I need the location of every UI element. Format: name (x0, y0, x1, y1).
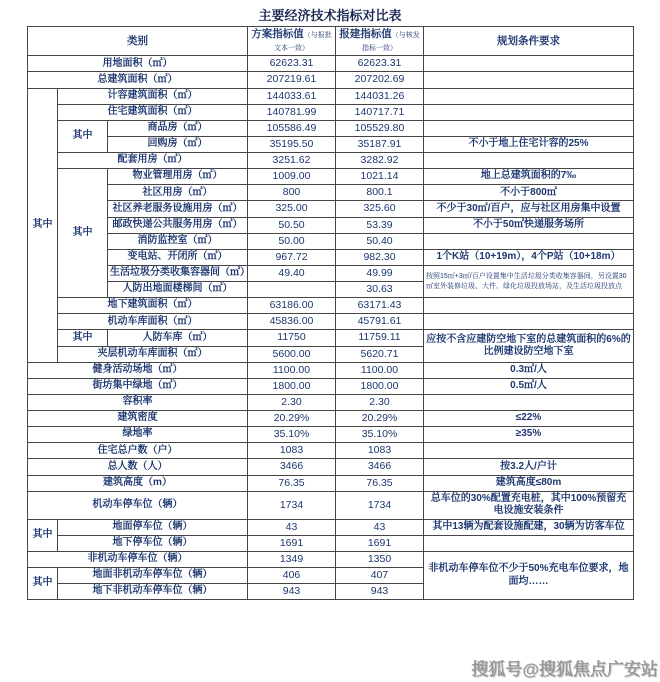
row-label: 地面停车位（辆） (58, 519, 248, 535)
requirement (424, 88, 634, 104)
submit-value: 76.35 (336, 475, 424, 491)
submit-value: 943 (336, 584, 424, 600)
row-label: 生活垃圾分类收集容器间（㎡） (108, 265, 248, 281)
row-label: 变电站、开闭所（㎡） (108, 249, 248, 265)
requirement: 建筑高度≤80m (424, 475, 634, 491)
submit-value: 49.99 (336, 265, 424, 281)
plan-value: 50.00 (248, 233, 336, 249)
table-row (28, 411, 634, 427)
requirement (424, 298, 634, 314)
plan-value: 943 (248, 584, 336, 600)
submit-value: 2.30 (336, 394, 424, 410)
requirement: 0.3㎡/人 (424, 362, 634, 378)
row-label: 夹层机动车库面积（㎡） (58, 346, 248, 362)
row-label: 容积率 (28, 394, 248, 410)
submit-value: 45791.61 (336, 314, 424, 330)
requirement: 1个K站（10+19m），4个P站（10+18m） (424, 249, 634, 265)
submit-value: 35.10% (336, 427, 424, 443)
table-row (28, 519, 634, 535)
row-label: 住宅建筑面积（㎡） (58, 104, 248, 120)
requirement: ≤22% (424, 411, 634, 427)
requirement (424, 120, 634, 136)
table-row (28, 314, 634, 330)
plan-value: 3251.62 (248, 153, 336, 169)
row-label: 社区养老服务设施用房（㎡） (108, 201, 248, 217)
plan-value: 50.50 (248, 217, 336, 233)
plan-value: 1083 (248, 443, 336, 459)
page-title: 主要经济技术指标对比表 (258, 8, 402, 23)
requirement (424, 72, 634, 88)
plan-value: 1100.00 (248, 362, 336, 378)
requirement: 应按不含应建防空地下室的总建筑面积的6%的比例建设防空地下室 (424, 330, 634, 362)
requirement: 0.5㎡/人 (424, 378, 634, 394)
header-submit (336, 27, 424, 56)
watermark: 搜狐号@搜狐焦点广安站 (471, 660, 658, 679)
requirement: 不少于30㎡/百户，应与社区用房集中设置 (424, 201, 634, 217)
submit-value: 53.39 (336, 217, 424, 233)
plan-value: 1800.00 (248, 378, 336, 394)
requirement (424, 314, 634, 330)
subcategory-marker: 其中 (58, 330, 108, 346)
plan-value: 140781.99 (248, 104, 336, 120)
table-row (28, 394, 634, 410)
header-plan-label: 方案指标值 (251, 28, 304, 40)
subcategory-marker: 其中 (28, 88, 58, 362)
submit-value: 1734 (336, 491, 424, 519)
submit-value: 1800.00 (336, 378, 424, 394)
row-label: 配套用房（㎡） (58, 153, 248, 169)
submit-value: 1083 (336, 443, 424, 459)
table-row (28, 491, 634, 519)
plan-value: 45836.00 (248, 314, 336, 330)
header-plan-note: （与报批文本一致） (274, 32, 332, 53)
row-label: 用地面积（㎡） (28, 56, 248, 72)
requirement (424, 394, 634, 410)
plan-value: 1009.00 (248, 169, 336, 185)
submit-value: 5620.71 (336, 346, 424, 362)
submit-value: 144031.26 (336, 88, 424, 104)
table-row (28, 459, 634, 475)
subcategory-marker: 其中 (58, 120, 108, 152)
header-category: 类别 (28, 27, 248, 56)
plan-value: 5600.00 (248, 346, 336, 362)
submit-value: 1350 (336, 551, 424, 567)
subcategory-marker: 其中 (58, 169, 108, 298)
table-row (28, 120, 634, 136)
row-label: 地下停车位（辆） (58, 535, 248, 551)
submit-value: 50.40 (336, 233, 424, 249)
row-label: 计容建筑面积（㎡） (58, 88, 248, 104)
plan-value: 43 (248, 519, 336, 535)
plan-value: 3466 (248, 459, 336, 475)
row-label: 地下建筑面积（㎡） (58, 298, 248, 314)
table-row (28, 475, 634, 491)
plan-value: 967.72 (248, 249, 336, 265)
submit-value: 207202.69 (336, 72, 424, 88)
plan-value: 406 (248, 568, 336, 584)
plan-value: 1734 (248, 491, 336, 519)
submit-value: 35187.91 (336, 136, 424, 152)
table-row (28, 443, 634, 459)
row-label: 物业管理用房（㎡） (108, 169, 248, 185)
plan-value: 49.40 (248, 265, 336, 281)
submit-value: 1021.14 (336, 169, 424, 185)
submit-value: 3282.92 (336, 153, 424, 169)
plan-value: 62623.31 (248, 56, 336, 72)
table-row (28, 88, 634, 104)
submit-value: 3466 (336, 459, 424, 475)
submit-value: 1691 (336, 535, 424, 551)
plan-value: 207219.61 (248, 72, 336, 88)
row-label: 社区用房（㎡） (108, 185, 248, 201)
plan-value: 144033.61 (248, 88, 336, 104)
table-row (28, 298, 634, 314)
header-plan (248, 27, 336, 56)
requirement: ≥35% (424, 427, 634, 443)
plan-value: 35.10% (248, 427, 336, 443)
plan-value: 1349 (248, 551, 336, 567)
requirement: 不小于50㎡快递服务场所 (424, 217, 634, 233)
row-label: 建筑密度 (28, 411, 248, 427)
row-label: 非机动车停车位（辆） (28, 551, 248, 567)
row-label: 总人数（人） (28, 459, 248, 475)
row-label: 街坊集中绿地（㎡） (28, 378, 248, 394)
plan-value: 63186.00 (248, 298, 336, 314)
table-row (28, 136, 634, 152)
plan-value: 1691 (248, 535, 336, 551)
row-label: 商品房（㎡） (108, 120, 248, 136)
plan-value: 800 (248, 185, 336, 201)
plan-value: 76.35 (248, 475, 336, 491)
table-row (28, 362, 634, 378)
plan-value: 105586.49 (248, 120, 336, 136)
table-row (28, 233, 634, 249)
row-label: 地下非机动车停车位（辆） (58, 584, 248, 600)
submit-value: 407 (336, 568, 424, 584)
indicators-table (27, 26, 634, 600)
requirement (424, 233, 634, 249)
plan-value: 325.00 (248, 201, 336, 217)
table-row (28, 104, 634, 120)
requirement: 地上总建筑面积的7‰ (424, 169, 634, 185)
table-row (28, 169, 634, 185)
table-row (28, 217, 634, 233)
requirement: 非机动车停车位不少于50%充电车位要求，地面均…… (424, 551, 634, 599)
row-label: 机动车停车位（辆） (28, 491, 248, 519)
row-label: 消防监控室（㎡） (108, 233, 248, 249)
header-row (28, 27, 634, 56)
submit-value: 20.29% (336, 411, 424, 427)
table-row (28, 201, 634, 217)
table-row (28, 249, 634, 265)
submit-value: 62623.31 (336, 56, 424, 72)
row-label: 邮政快递公共服务用房（㎡） (108, 217, 248, 233)
subcategory-marker: 其中 (28, 568, 58, 600)
row-label: 绿地率 (28, 427, 248, 443)
table-row (28, 330, 634, 346)
plan-value: 35195.50 (248, 136, 336, 152)
submit-value: 1100.00 (336, 362, 424, 378)
table-row (28, 56, 634, 72)
table-row (28, 153, 634, 169)
row-label: 机动车库面积（㎡） (58, 314, 248, 330)
row-label: 人防车库（㎡） (108, 330, 248, 346)
table-row (28, 427, 634, 443)
row-label: 建筑高度（m） (28, 475, 248, 491)
header-submit-label: 报建指标值 (339, 28, 392, 40)
requirement: 按3.2人/户计 (424, 459, 634, 475)
table-row (28, 185, 634, 201)
subcategory-marker: 其中 (28, 519, 58, 551)
table-row (28, 551, 634, 567)
requirement (424, 104, 634, 120)
requirement: 按照15㎡+3㎡/百户设置集中生活垃圾分类收集容器间，另设置30㎡室外装修垃圾、大件、绿化垃圾投放场站，及生活垃圾投放点 (424, 265, 634, 297)
requirement (424, 153, 634, 169)
requirement: 其中13辆为配套设施配建，30辆为访客车位 (424, 519, 634, 535)
requirement: 不小于800㎡ (424, 185, 634, 201)
plan-value: 11750 (248, 330, 336, 346)
header-requirement: 规划条件要求 (424, 27, 634, 56)
row-label: 住宅总户数（户） (28, 443, 248, 459)
row-label: 总建筑面积（㎡） (28, 72, 248, 88)
requirement (424, 443, 634, 459)
table-row (28, 265, 634, 281)
row-label: 地面非机动车停车位（辆） (58, 568, 248, 584)
submit-value: 11759.11 (336, 330, 424, 346)
row-label: 人防出地面楼梯间（㎡） (108, 282, 248, 298)
table-row (28, 72, 634, 88)
row-label: 健身活动场地（㎡） (28, 362, 248, 378)
table-row (28, 535, 634, 551)
requirement: 不小于地上住宅计容的25% (424, 136, 634, 152)
plan-value: 2.30 (248, 394, 336, 410)
submit-value: 105529.80 (336, 120, 424, 136)
submit-value: 43 (336, 519, 424, 535)
submit-value: 325.60 (336, 201, 424, 217)
plan-value: 20.29% (248, 411, 336, 427)
requirement (424, 56, 634, 72)
requirement (424, 535, 634, 551)
requirement: 总车位的30%配置充电桩，其中100%预留充电设施安装条件 (424, 491, 634, 519)
submit-value: 982.30 (336, 249, 424, 265)
submit-value: 63171.43 (336, 298, 424, 314)
submit-value: 30.63 (336, 282, 424, 298)
submit-value: 140717.71 (336, 104, 424, 120)
row-label: 回购房（㎡） (108, 136, 248, 152)
submit-value: 800.1 (336, 185, 424, 201)
table-row (28, 378, 634, 394)
header-submit-note: （与核发指标一致） (362, 32, 420, 53)
plan-value (248, 282, 336, 298)
